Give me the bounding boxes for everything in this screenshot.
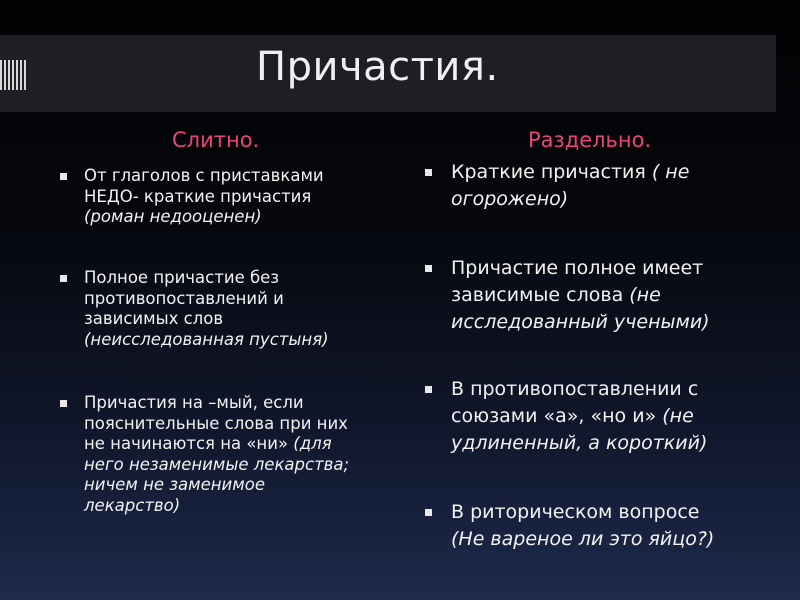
left-item-3-example-start: (для: [293, 434, 332, 453]
right-item-1-text: Краткие причастия: [451, 161, 646, 183]
right-item-3-line-2: союзами «а», «но и»: [451, 405, 657, 427]
right-item-3-example-end: удлиненный, а короткий): [451, 432, 708, 454]
left-item-2: [60, 268, 329, 350]
right-item-3: [425, 376, 707, 457]
slide-title-text: Причастия: [256, 44, 486, 90]
decorative-stripes-icon: [0, 60, 28, 90]
left-item-2-line-3: зависимых слов: [84, 309, 224, 328]
left-item-3-line-1: Причастия на –мый, если: [84, 393, 304, 412]
right-item-2-line-1: Причастие полное имеет: [451, 257, 704, 279]
bullet-icon: [425, 265, 432, 272]
slide-title: [256, 44, 499, 90]
right-item-1-example-end: огорожено): [451, 188, 569, 210]
right-item-3-line-1: В противопоставлении с: [451, 378, 699, 400]
left-item-3-example-line-3: лекарство): [84, 495, 181, 515]
slide-title-dot: .: [485, 44, 499, 90]
bullet-icon: [425, 386, 432, 393]
right-item-4: [425, 499, 714, 553]
right-item-2-example-start: (не: [629, 284, 661, 306]
bullet-icon: [425, 169, 432, 176]
left-item-3: [60, 393, 349, 516]
left-item-3-line-3: [84, 434, 349, 455]
left-item-3-example-line-2: ничем не заменимое: [84, 475, 265, 494]
bullet-icon: [425, 509, 432, 516]
left-item-1-line-1: От глаголов с приставками: [84, 166, 324, 185]
left-item-1: [60, 166, 324, 228]
left-item-2-line-2: противопоставлений и: [84, 288, 284, 308]
left-item-2-example: (неисследованная пустыня): [84, 329, 329, 349]
left-item-1-example: (роман недооценен): [84, 207, 262, 226]
right-item-2: [425, 255, 710, 336]
right-item-2-example-end: исследованный учеными): [451, 311, 710, 333]
left-item-3-line-2: пояснительные слова при них: [84, 413, 348, 433]
right-item-4-line-1: В риторическом вопросе: [451, 501, 700, 523]
bullet-icon: [60, 400, 67, 407]
left-item-3-line-3-text: не начинаются на «ни»: [84, 434, 289, 453]
left-item-1-line-2: НЕДО- краткие причастия: [84, 186, 312, 206]
left-item-3-example-line-1: него незаменимые лекарства;: [84, 454, 350, 474]
heading-together: Слитно.: [172, 128, 260, 152]
heading-separate: Раздельно.: [528, 128, 652, 152]
right-item-4-example: (Не вареное ли это яйцо?): [451, 528, 715, 550]
bullet-icon: [60, 275, 67, 282]
left-item-2-line-1: Полное причастие без: [84, 268, 280, 287]
right-item-3-example-start: (не: [662, 405, 694, 427]
right-item-1-example-start: ( не: [651, 161, 690, 183]
bullet-icon: [60, 173, 67, 180]
right-item-1: [425, 159, 689, 213]
right-item-2-line-2: зависимые слова: [451, 284, 624, 306]
